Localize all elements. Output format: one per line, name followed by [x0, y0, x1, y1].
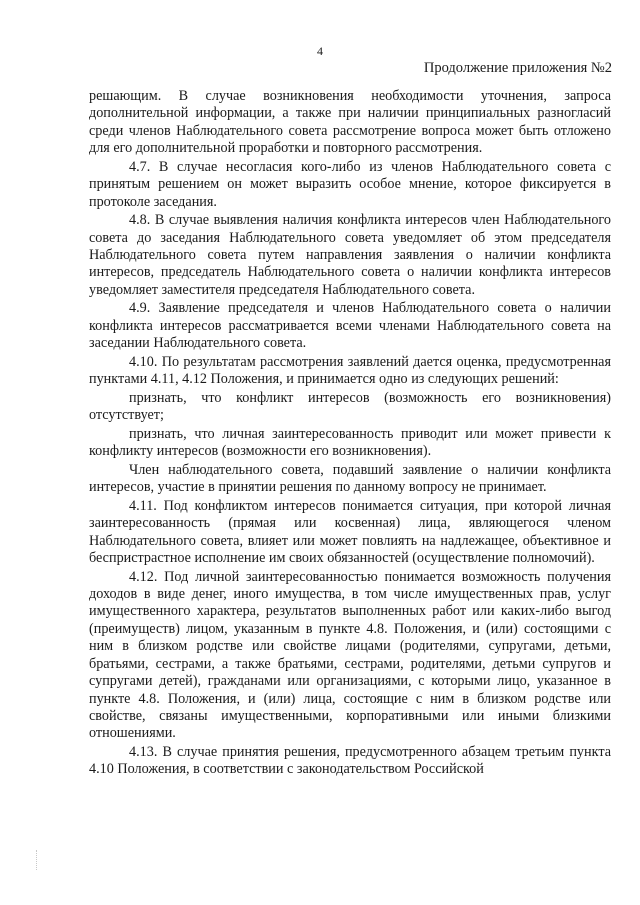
scan-artifact-mark — [36, 850, 43, 870]
paragraph-4-10: 4.10. По результатам рассмотрения заявлений дается оценка, предусмотренная пунктами 4.11, 4.12 Положения, и принимается одно из следующих решений: — [89, 353, 611, 388]
paragraph-decision-option-2: признать, что личная заинтересованность приводит или может привести к конфликту интересов (возможности его возникновения). — [89, 425, 611, 460]
paragraph-4-7: 4.7. В случае несогласия кого-либо из членов Наблюдательного совета с принятым решением он может выразить особое мнение, которое фиксируется в протоколе заседания. — [89, 158, 611, 210]
paragraph-4-9: 4.9. Заявление председателя и членов Наблюдательного совета о наличии конфликта интересов рассматривается всеми членами Наблюдательного совета на заседании Наблюдательного совета. — [89, 300, 611, 352]
document-body — [89, 88, 611, 780]
paragraph-4-13: 4.13. В случае принятия решения, предусмотренного абзацем третьим пункта 4.10 Положения, в соответствии с законодательством Российской — [89, 743, 611, 778]
paragraph-member-abstention: Член наблюдательного совета, подавший заявление о наличии конфликта интересов, участие в принятии решения по данному вопросу не принимает. — [89, 461, 611, 496]
paragraph-4-8: 4.8. В случае выявления наличия конфликта интересов член Наблюдательного совета до заседания Наблюдательного совета уведомляет об этом председателя Наблюдательного совета путем направления заявления о наличии конфликта интересов, председатель Наблюдательного совета о наличии конфликта интересов уведомляет заместителя председателя Наблюдательного совета. — [89, 212, 611, 298]
page-number: 4 — [317, 44, 323, 58]
appendix-continuation-label: Продолжение приложения №2 — [423, 60, 612, 76]
paragraph-continuation: решающим. В случае возникновения необходимости уточнения, запроса дополнительной информации, а также при наличии принципиальных разногласий среди членов Наблюдательного совета рассмотрение вопроса может быть отложено для его дополнительной проработки и повторного рассмотрения. — [89, 88, 611, 157]
paragraph-4-11: 4.11. Под конфликтом интересов понимается ситуация, при которой личная заинтересованность (прямая или косвенная) лица, являющегося членом Наблюдательного совета, влияет или может повлиять на надлежащее, объективное и беспристрастное исполнение им своих обязанностей (осуществление полномочий). — [89, 497, 611, 567]
paragraph-4-12: 4.12. Под личной заинтересованностью понимается возможность получения доходов в виде денег, иного имущества, в том числе имущественных прав, услуг имущественного характера, результатов выполненных работ или каких-либо выгод (преимуществ) лицом, указанным в пункте 4.8. Положения, и (или) состоящими с ним в близком родстве или свойстве лицами (родителями, супругами, детьми, братьями, сестрами, а также братьями, сестрами, родителями, детьми супругов и супругами детей), гражданами или организациями, с которыми лицо, указанное в пункте 4.8. Положения, и (или) лица, состоящие с ним в близком родстве или свойстве, связаны имущественными, корпоративными или иными близкими отношениями. — [89, 568, 611, 742]
paragraph-decision-option-1: признать, что конфликт интересов (возможность его возникновения) отсутствует; — [89, 389, 611, 424]
